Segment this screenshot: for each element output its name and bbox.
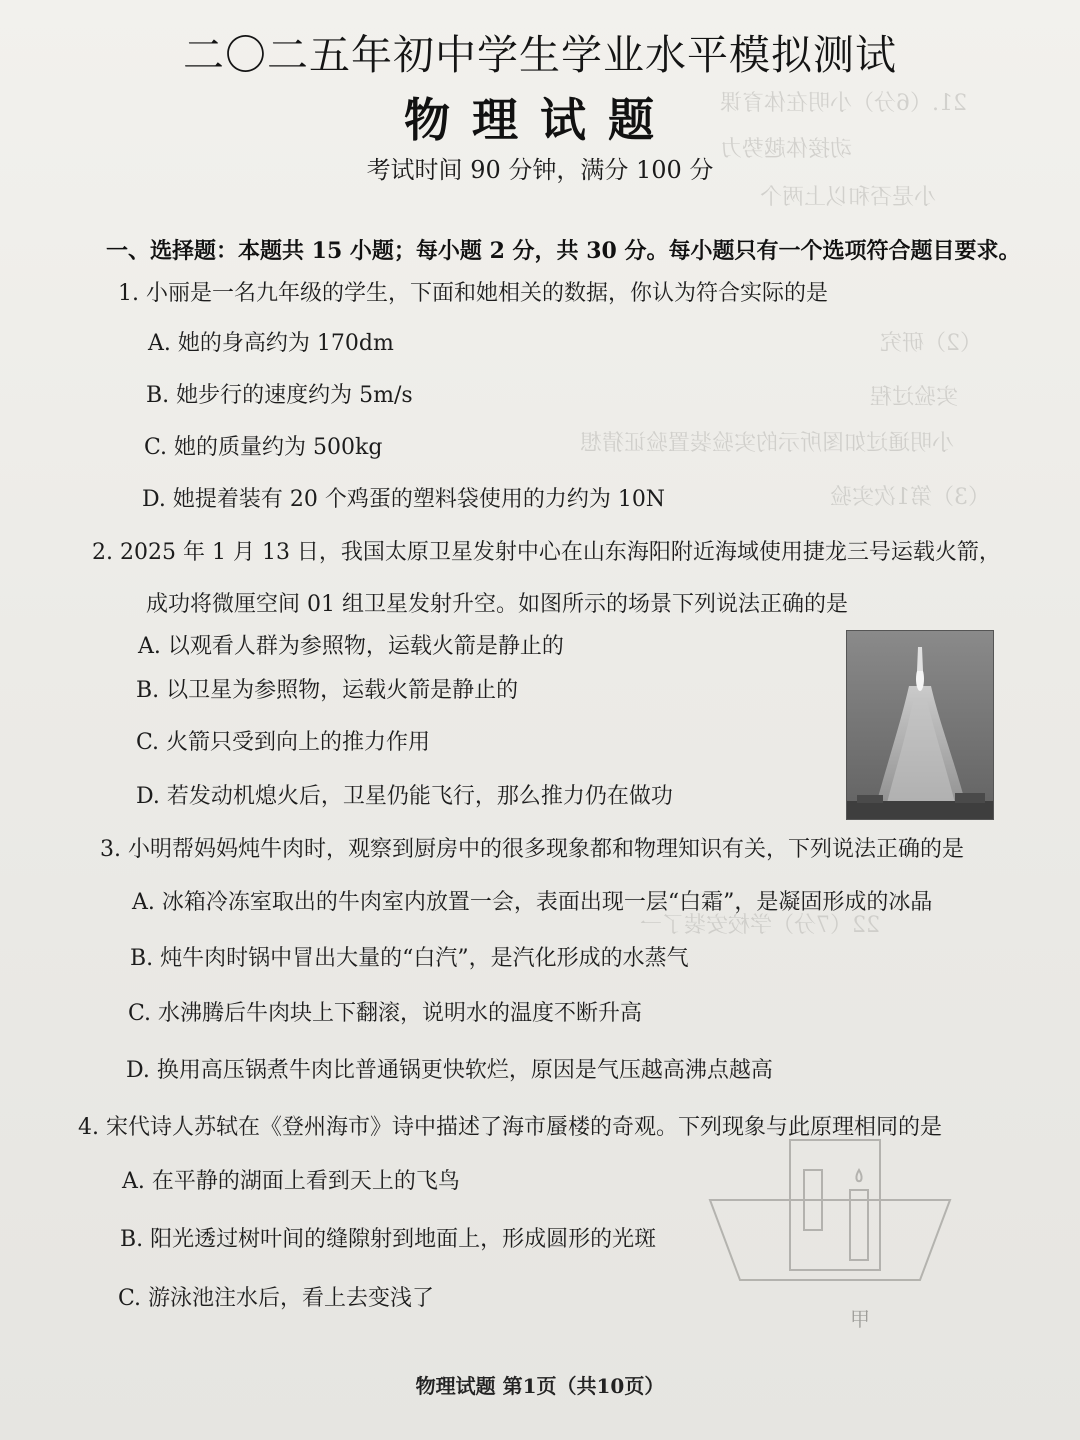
bleed-through-diagram xyxy=(700,1130,960,1330)
question-2-option-c: C. 火箭只受到向上的推力作用 xyxy=(136,730,431,755)
question-2-stem: 2. 2025 年 1 月 13 日，我国太原卫星发射中心在山东海阳附近海域使用捷龙三号运载火箭， xyxy=(92,540,1001,565)
exam-info: 考试时间 90 分钟，满分 100 分 xyxy=(366,156,714,184)
question-1-option-b: B. 她步行的速度约为 5m/s xyxy=(146,383,413,408)
figure-caption: 甲 xyxy=(850,1309,870,1330)
question-3-option-b: B. 炖牛肉时锅中冒出大量的“白汽”，是汽化形成的水蒸气 xyxy=(130,946,689,971)
question-1-option-c: C. 她的质量约为 500kg xyxy=(144,435,383,460)
question-4-option-c: C. 游泳池注水后，看上去变浅了 xyxy=(118,1286,435,1311)
bleed-through-text: 小是否和以上两个 xyxy=(760,185,937,210)
question-4-stem: 4. 宋代诗人苏轼在《登州海市》诗中描述了海市蜃楼的奇观。下列现象与此原理相同的是 xyxy=(78,1115,942,1140)
question-4-option-a: A. 在平静的湖面上看到天上的飞鸟 xyxy=(122,1169,460,1194)
bleed-through-text: 小明通过如图所示的实验装置验证猜想 xyxy=(580,431,955,456)
question-3-stem: 3. 小明帮妈妈炖牛肉时，观察到厨房中的很多现象都和物理知识有关，下列说法正确的是 xyxy=(100,837,964,862)
bleed-through-text: 22（7分）学校安装了一 xyxy=(640,913,880,938)
question-2-option-b: B. 以卫星为参照物，运载火箭是静止的 xyxy=(136,678,519,703)
bleed-through-text: 21.（6分）小明在体育课 xyxy=(720,91,967,116)
question-1-option-a: A. 她的身高约为 170dm xyxy=(148,331,394,356)
page-footer: 物理试题 第1页（共10页） xyxy=(415,1374,665,1398)
bleed-through-text: 实验过程 xyxy=(870,385,959,410)
bleed-through-text: （2）研究 xyxy=(880,331,982,356)
rocket-launch-image xyxy=(847,631,993,819)
bleed-through-text: 动接体越势力 xyxy=(720,137,853,162)
bleed-through-text: （3）第1次实验 xyxy=(830,485,990,510)
rocket-launch-photo xyxy=(846,630,994,820)
subject-title: 物理试题 xyxy=(404,93,676,147)
question-1-stem: 1. 小丽是一名九年级的学生，下面和她相关的数据，你认为符合实际的是 xyxy=(118,281,828,306)
question-3-option-a: A. 冰箱冷冻室取出的牛肉室内放置一会，表面出现一层“白霜”，是凝固形成的冰晶 xyxy=(132,890,933,915)
question-1-option-d: D. 她提着装有 20 个鸡蛋的塑料袋使用的力约为 10N xyxy=(142,487,666,512)
question-3-option-d: D. 换用高压锅煮牛肉比普通锅更快软烂，原因是气压越高沸点越高 xyxy=(126,1058,773,1083)
question-4-option-b: B. 阳光透过树叶间的缝隙射到地面上，形成圆形的光斑 xyxy=(120,1227,657,1252)
question-2-option-d: D. 若发动机熄火后，卫星仍能飞行，那么推力仍在做功 xyxy=(136,784,673,809)
question-2-option-a: A. 以观看人群为参照物，运载火箭是静止的 xyxy=(138,634,564,659)
candle-mirror-diagram xyxy=(700,1130,960,1330)
exam-title: 二〇二五年初中学生学业水平模拟测试 xyxy=(183,31,897,79)
section-heading: 一、选择题：本题共 15 小题；每小题 2 分，共 30 分。每小题只有一个选项符合题目要求。 xyxy=(106,238,1021,264)
question-2-stem-continued: 成功将微厘空间 01 组卫星发射升空。如图所示的场景下列说法正确的是 xyxy=(146,592,848,617)
question-3-option-c: C. 水沸腾后牛肉块上下翻滚，说明水的温度不断升高 xyxy=(128,1001,643,1026)
